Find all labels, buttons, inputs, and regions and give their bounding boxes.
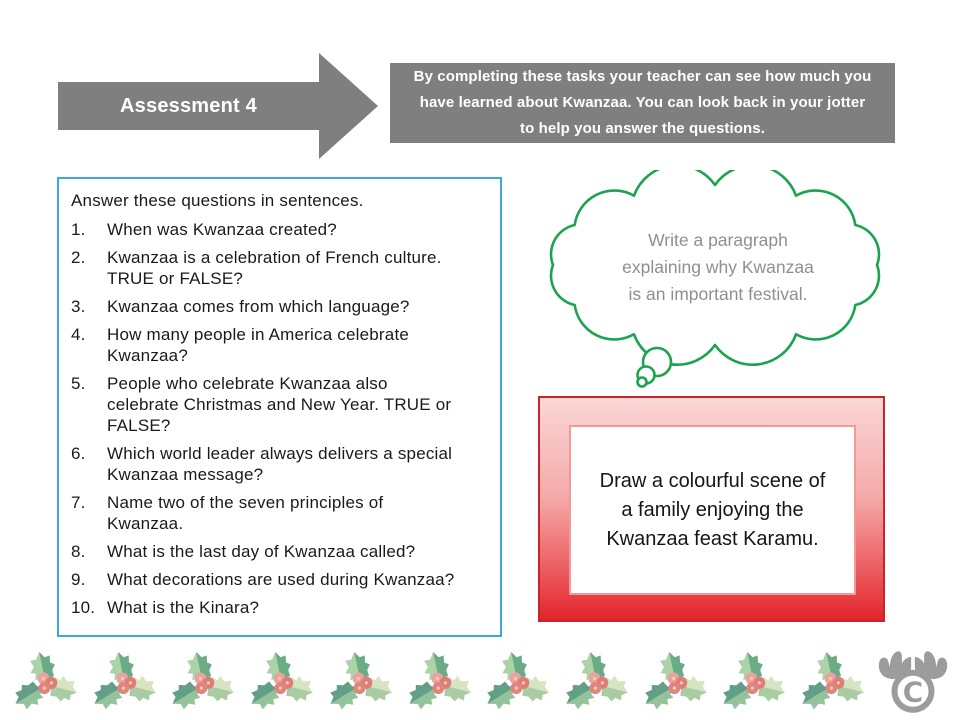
holly-icon xyxy=(718,647,792,717)
holly-icon xyxy=(404,647,478,717)
slide-title: Assessment 4 xyxy=(120,94,257,117)
question-number: 1. xyxy=(71,220,86,239)
questions-intro: Answer these questions in sentences. xyxy=(71,191,364,210)
holly-icon xyxy=(10,647,84,717)
holly-icon xyxy=(246,647,320,717)
copyright-letter: C xyxy=(902,675,924,709)
question-item xyxy=(71,492,490,534)
question-number: 3. xyxy=(71,297,86,316)
draw-task-text-panel: Draw a colourful scene of a family enjoying the Kwanzaa feast Karamu. xyxy=(569,425,856,595)
copyright-moose-logo xyxy=(876,647,950,717)
question-item xyxy=(71,443,490,485)
holly-icon xyxy=(482,647,556,717)
question-text: People who celebrate Kwanzaa also celebrate Christmas and New Year. TRUE or FALSE? xyxy=(107,374,452,435)
paragraph-task-text: Write a paragraph explaining why Kwanzaa is an important festival. xyxy=(622,230,814,304)
question-number: 8. xyxy=(71,542,86,561)
question-text: What decorations are used during Kwanzaa? xyxy=(107,570,455,589)
question-item xyxy=(71,597,490,618)
question-text: What is the last day of Kwanzaa called? xyxy=(107,542,416,561)
decoration-row xyxy=(0,646,960,718)
question-text: Kwanzaa is a celebration of French culture. TRUE or FALSE? xyxy=(107,248,442,288)
questions-box xyxy=(57,177,502,637)
instruction-line: to help you answer the questions. xyxy=(520,120,765,137)
question-number: 7. xyxy=(71,493,86,512)
question-number: 6. xyxy=(71,444,86,463)
holly-icon xyxy=(325,647,399,717)
instruction-line: By completing these tasks your teacher can see how much you xyxy=(413,68,872,85)
question-item xyxy=(71,219,490,240)
question-item xyxy=(71,247,490,289)
instruction-line: have learned about Kwanzaa. You can look back in your jotter xyxy=(419,94,866,111)
instruction-box xyxy=(390,63,895,143)
question-text: How many people in America celebrate Kwanzaa? xyxy=(107,325,410,365)
holly-icon xyxy=(640,647,714,717)
question-item xyxy=(71,296,490,317)
arrow-head-shape xyxy=(319,53,378,159)
holly-icon xyxy=(167,647,241,717)
draw-task-box xyxy=(538,396,885,622)
question-text: Which world leader always delivers a special Kwanzaa message? xyxy=(107,444,453,484)
holly-icon xyxy=(89,647,163,717)
holly-icon xyxy=(797,647,871,717)
question-item xyxy=(71,373,490,436)
question-number: 4. xyxy=(71,325,86,344)
question-text: Name two of the seven principles of Kwanzaa. xyxy=(107,493,384,533)
question-text: When was Kwanzaa created? xyxy=(107,220,337,239)
question-number: 10. xyxy=(71,598,96,617)
title-arrow-body xyxy=(58,82,319,130)
question-text: Kwanzaa comes from which language? xyxy=(107,297,410,316)
question-item xyxy=(71,541,490,562)
question-text: What is the Kinara? xyxy=(107,598,260,617)
question-number: 9. xyxy=(71,570,86,589)
question-item xyxy=(71,569,490,590)
question-number: 2. xyxy=(71,248,86,267)
holly-icon xyxy=(561,647,635,717)
question-number: 5. xyxy=(71,374,86,393)
title-arrow xyxy=(58,53,378,159)
question-item xyxy=(71,324,490,366)
